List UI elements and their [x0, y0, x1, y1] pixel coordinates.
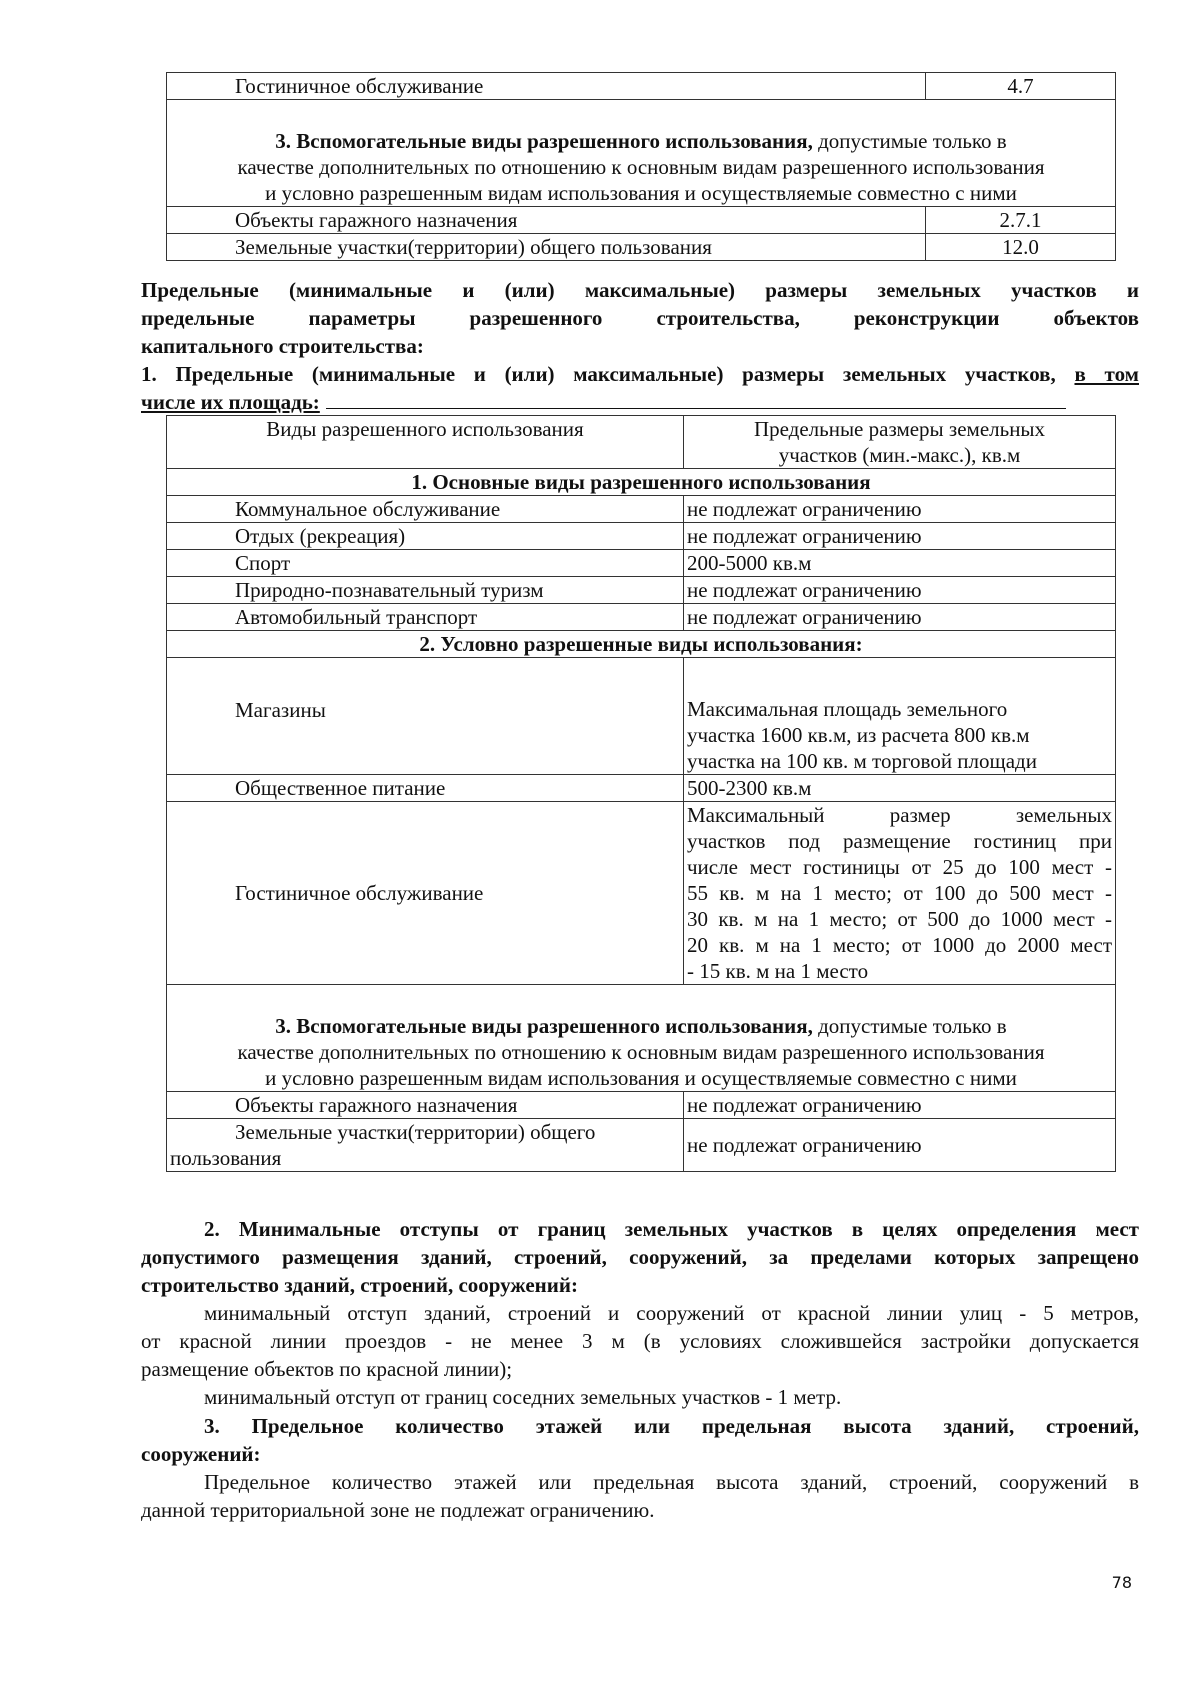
limits-heading: [141, 276, 1139, 416]
use-code: 4.7: [926, 73, 1116, 100]
section-title-line: 3. Предельное количество этажей или предельная высота зданий, строений,: [204, 1414, 1139, 1438]
header-text: Предельные размеры земельных: [753, 417, 1046, 441]
use-name: Спорт: [167, 550, 684, 577]
underline-blank: [326, 388, 1066, 409]
section-title-line: допустимого размещения зданий, строений, сооружений, за пределами которых запрещено: [141, 1245, 1139, 1269]
use-code: 12.0: [926, 234, 1116, 261]
value-line: участка 1600 кв.м, из расчета 800 кв.м: [687, 723, 1030, 747]
table-row: [167, 1092, 1116, 1119]
section-text: и условно разрешенным видам использования и осуществляемые совместно с ними: [265, 181, 1017, 205]
subheading-text: 1. Предельные (минимальные и (или) максимальные) размеры земельных участков,: [141, 362, 1075, 386]
table-row: [167, 234, 1116, 261]
section-row: [167, 469, 1116, 496]
auxiliary-uses-header: [167, 985, 1116, 1092]
use-name: Автомобильный транспорт: [167, 604, 684, 631]
use-name: Гостиничное обслуживание: [167, 802, 684, 985]
table-row: [167, 207, 1116, 234]
value-line: числе мест гостиницы от 25 до 100 мест -: [687, 855, 1112, 879]
section-text: качестве дополнительных по отношению к основным видам разрешенного использования: [237, 155, 1045, 179]
section-title: 3. Вспомогательные виды разрешенного использования,: [275, 129, 813, 153]
value-line: участка на 100 кв. м торговой площади: [687, 749, 1037, 773]
table-row: [167, 802, 1116, 985]
size-value: не подлежат ограничению: [684, 577, 1116, 604]
main-uses-header: 1. Основные виды разрешенного использования: [167, 469, 1116, 496]
table-row: [167, 658, 1116, 775]
use-code: 2.7.1: [926, 207, 1116, 234]
value-line: участков под размещение гостиниц при: [687, 829, 1112, 853]
section-text: допустимые только в: [812, 129, 1007, 153]
paragraph-line: Предельное количество этажей или предельная высота зданий, строений, сооружений в: [204, 1470, 1139, 1494]
section-title: 3. Вспомогательные виды разрешенного использования,: [275, 1014, 813, 1038]
table-row: [167, 73, 1116, 100]
section-title-line: 2. Минимальные отступы от границ земельных участков в целях определения мест: [204, 1217, 1139, 1241]
size-value: не подлежат ограничению: [684, 1119, 1116, 1172]
size-value: [684, 802, 1116, 985]
use-name: Отдых (рекреация): [167, 523, 684, 550]
setbacks-section: [141, 1215, 1139, 1411]
use-name: Объекты гаражного назначения: [167, 1092, 684, 1119]
section-header-row: [167, 100, 1116, 207]
section-title-line: строительство зданий, строений, сооружений:: [141, 1273, 578, 1297]
use-name: Общественное питание: [167, 775, 684, 802]
section-title-line: сооружений:: [141, 1442, 261, 1466]
section-text: и условно разрешенным видам использования и осуществляемые совместно с ними: [265, 1066, 1017, 1090]
size-value: [684, 658, 1116, 775]
paragraph-line: от красной линии проездов - не менее 3 м (в условиях сложившейся застройки допускается: [141, 1329, 1139, 1353]
use-name: Коммунальное обслуживание: [167, 496, 684, 523]
conditional-uses-header: 2. Условно разрешенные виды использования:: [167, 631, 1116, 658]
use-name: Магазины: [167, 658, 684, 775]
table-row: [167, 604, 1116, 631]
value-line: - 15 кв. м на 1 место: [687, 959, 869, 983]
table-row: [167, 577, 1116, 604]
name-line: пользования: [170, 1146, 282, 1170]
value-line: Максимальная площадь земельного: [687, 697, 1008, 721]
use-name: Объекты гаражного назначения: [167, 207, 926, 234]
top-permitted-uses-table: [166, 72, 1116, 261]
page-number: 78: [1111, 1573, 1132, 1592]
section-text: допустимые только в: [812, 1014, 1007, 1038]
header-row: [167, 416, 1116, 469]
paragraph-line: размещение объектов по красной линии);: [141, 1357, 513, 1381]
value-line: 30 кв. м на 1 место; от 500 до 1000 мест -: [687, 907, 1112, 931]
table-row: [167, 550, 1116, 577]
heading-line: Предельные (минимальные и (или) максимальные) размеры земельных участков и: [141, 278, 1139, 302]
size-value: не подлежат ограничению: [684, 496, 1116, 523]
value-line: Максимальный размер земельных: [687, 803, 1112, 827]
value-line: 20 кв. м на 1 место; от 1000 до 2000 мест: [687, 933, 1112, 957]
header-text: участков (мин.-макс.), кв.м: [778, 443, 1021, 467]
subheading-1-cont: [141, 388, 1139, 416]
name-line: Земельные участки(территории) общего: [235, 1120, 596, 1144]
table-row: [167, 523, 1116, 550]
column-header-sizes: [684, 416, 1116, 469]
table-row: [167, 775, 1116, 802]
subheading-1: [141, 360, 1139, 388]
value-line: 55 кв. м на 1 место; от 100 до 500 мест -: [687, 881, 1112, 905]
auxiliary-uses-header: [167, 100, 1116, 207]
size-value: не подлежат ограничению: [684, 1092, 1116, 1119]
size-value: не подлежат ограничению: [684, 523, 1116, 550]
paragraph-line: минимальный отступ от границ соседних земельных участков - 1 метр.: [204, 1385, 842, 1409]
heading-line: предельные параметры разрешенного строительства, реконструкции объектов: [141, 306, 1139, 330]
section-row: [167, 631, 1116, 658]
subheading-underlined: в том: [1074, 362, 1139, 386]
use-name: Гостиничное обслуживание: [167, 73, 926, 100]
heading-line: капитального строительства:: [141, 334, 424, 358]
size-value: 500-2300 кв.м: [684, 775, 1116, 802]
size-value: 200-5000 кв.м: [684, 550, 1116, 577]
floors-section: [141, 1412, 1139, 1524]
size-value: не подлежат ограничению: [684, 604, 1116, 631]
use-name: Природно-познавательный туризм: [167, 577, 684, 604]
use-name: Земельные участки(территории) общего пользования: [167, 234, 926, 261]
table-row: [167, 496, 1116, 523]
use-name: [167, 1119, 684, 1172]
column-header-uses: Виды разрешенного использования: [167, 416, 684, 469]
paragraph-line: минимальный отступ зданий, строений и сооружений от красной линии улиц - 5 метров,: [204, 1301, 1139, 1325]
section-text: качестве дополнительных по отношению к основным видам разрешенного использования: [237, 1040, 1045, 1064]
paragraph-line: данной территориальной зоне не подлежат ограничению.: [141, 1498, 655, 1522]
section-row: [167, 985, 1116, 1092]
land-plot-size-table: [166, 415, 1116, 1172]
table-row: [167, 1119, 1116, 1172]
subheading-underlined: числе их площадь:: [141, 390, 320, 414]
